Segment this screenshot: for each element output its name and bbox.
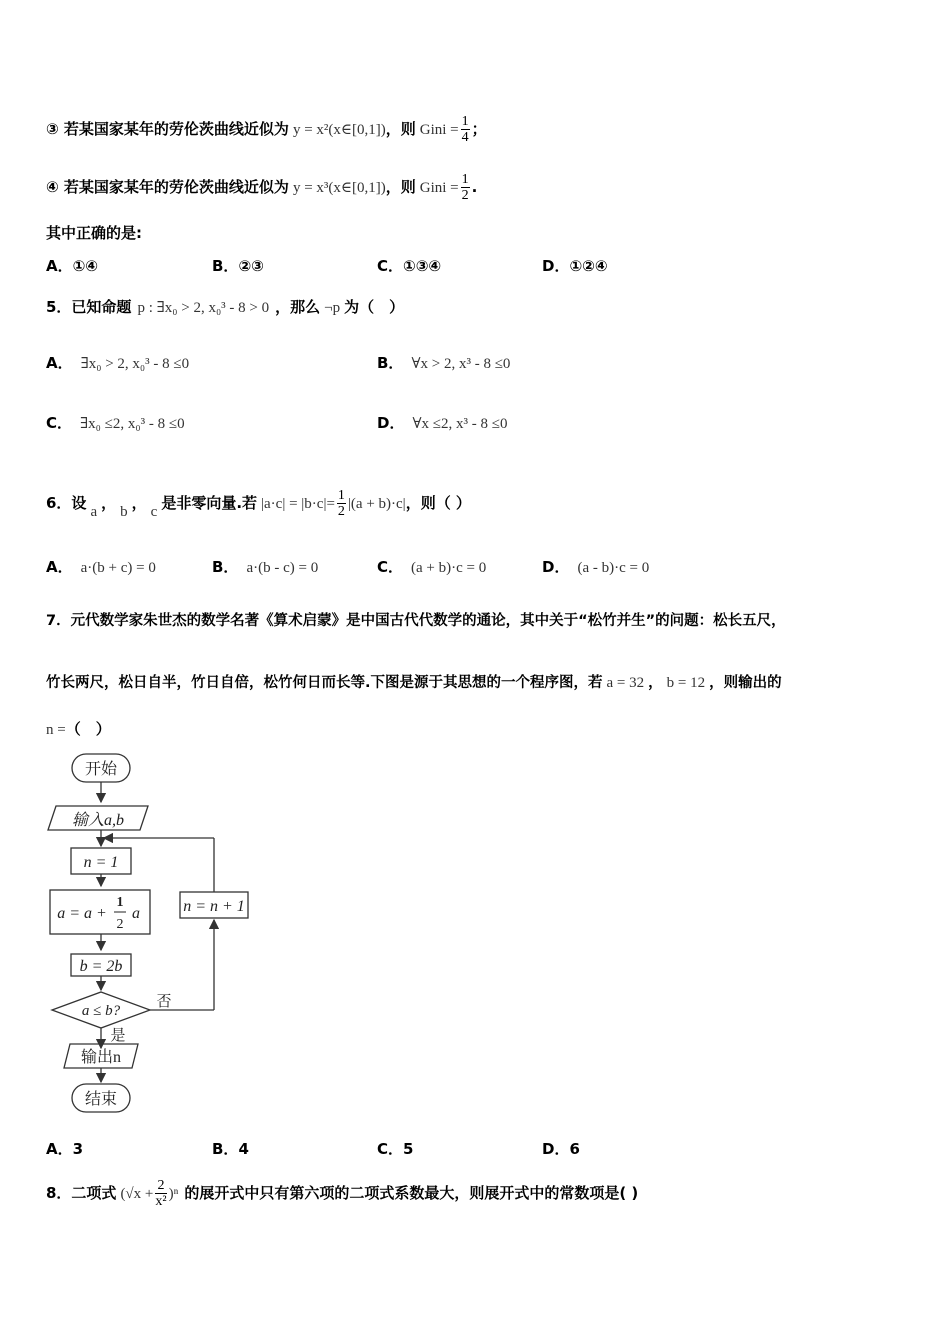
q7-line2b: ，则输出的 <box>709 675 782 691</box>
q5-option-d[interactable] <box>377 412 507 433</box>
option-text: ①②④ <box>569 257 608 275</box>
q7-option-b[interactable] <box>212 1138 249 1159</box>
option-label: A． <box>46 257 73 275</box>
option-label: D． <box>542 257 570 275</box>
option-label: D． <box>377 414 405 432</box>
q4-option-c[interactable] <box>377 255 441 276</box>
option-text: (a + b)·c = 0 <box>411 560 487 576</box>
option-text: ∃x₀ > 2, x₀³ - 8 ≤0 <box>80 356 190 372</box>
q4-item3-gini: Gini = <box>419 122 459 138</box>
q7-b-value: b = 12 <box>666 675 706 691</box>
q6-fraction <box>337 488 346 519</box>
flow-update-a-num: 1 <box>116 895 124 910</box>
flow-update-b-label: b = 2b <box>79 958 123 975</box>
q4-option-b[interactable] <box>212 255 264 276</box>
q8-fraction <box>155 1178 166 1209</box>
flow-update-a-rhs: a <box>132 905 140 922</box>
option-label: A． <box>46 1140 73 1158</box>
q4-item3-then: ，则 <box>385 120 416 138</box>
flow-no-label: 否 <box>156 994 172 1010</box>
q6-vec-a: a <box>90 504 98 520</box>
q8-expr-open: (√x + <box>120 1186 154 1202</box>
q7-a-value: a = 32 <box>606 675 645 691</box>
q7-flowchart <box>40 748 280 1120</box>
q7-line2 <box>46 671 782 692</box>
flow-incr-label: n = n + 1 <box>183 898 245 915</box>
option-label: B． <box>212 1140 239 1158</box>
q4-item4-then: ，则 <box>385 178 416 196</box>
q6-option-a[interactable] <box>46 556 156 577</box>
option-text: ①③④ <box>403 257 442 275</box>
q6-frac-den: 2 <box>337 504 345 519</box>
option-label: A． <box>46 558 73 576</box>
q6-condition-right: |(a + b)·c| <box>347 496 406 512</box>
option-label: C． <box>377 257 404 275</box>
q4-item3-text: ③ 若某国家某年的劳伦茨曲线近似为 <box>46 120 289 138</box>
q4-item4-gini: Gini = <box>419 180 459 196</box>
q7-line1: 7．元代数学家朱世杰的数学名著《算术启蒙》是中国古代代数学的通论，其中关于“松竹并生”的问题：松长五尺， <box>46 613 786 629</box>
q6-vec-b: b <box>120 504 128 520</box>
q4-item4-end: . <box>471 178 478 196</box>
flow-init-label: n = 1 <box>83 854 119 871</box>
q5-stem-a: 5．已知命题 <box>46 298 132 316</box>
q8-frac-den: x² <box>155 1194 167 1209</box>
q4-item4-num: 1 <box>461 172 469 187</box>
option-label: C． <box>46 414 73 432</box>
option-label: D． <box>542 1140 570 1158</box>
flow-update-a-den: 2 <box>116 917 124 932</box>
q4-item3-num: 1 <box>461 114 469 129</box>
q7-option-a[interactable] <box>46 1138 83 1159</box>
q8-stem <box>46 1178 638 1209</box>
option-text: ①④ <box>72 257 99 275</box>
q6-option-b[interactable] <box>212 556 318 577</box>
q4-item3 <box>46 114 487 145</box>
q4-option-a[interactable] <box>46 255 98 276</box>
q6-option-c[interactable] <box>377 556 486 577</box>
q4-item3-den: 4 <box>461 130 469 145</box>
option-text: 4 <box>238 1140 249 1158</box>
flow-output-label: 输出n <box>80 1049 122 1066</box>
flow-end-label: 结束 <box>84 1091 118 1108</box>
q5-option-b[interactable] <box>377 352 510 373</box>
q6-stem-a: 6．设 <box>46 494 87 512</box>
q6-stem: 6．设 a ， b ， c 是非零向量.若 |a·c| = |b·c|= $\frac{1}{2}$ |(a + b)·c|，则（ ） <box>46 488 471 520</box>
option-text: a·(b + c) = 0 <box>80 560 156 576</box>
q4-item4-formula: y = x³(x∈[0,1]) <box>292 180 386 196</box>
option-text: ∀x ≤2, x³ - 8 ≤0 <box>412 416 508 432</box>
q7-n-var: n = <box>46 722 66 738</box>
option-label: A． <box>46 354 73 372</box>
option-label: B． <box>212 558 239 576</box>
q8-stem-b: 的展开式中只有第六项的二项式系数最大，则展开式中的常数项是( ) <box>184 1184 639 1202</box>
q5-neg-p: ¬p <box>324 300 341 316</box>
option-text: (a - b)·c = 0 <box>577 560 650 576</box>
q6-stem-c: ，则（ ） <box>405 494 471 512</box>
q5-stem <box>46 296 404 317</box>
flow-start-label: 开始 <box>84 761 118 778</box>
q4-item3-end: ； <box>471 120 487 138</box>
q4-prompt: 其中正确的是: <box>46 224 142 242</box>
flow-condition-label: a ≤ b? <box>81 1003 121 1019</box>
q8-stem-a: 8．二项式 <box>46 1184 117 1202</box>
option-label: C． <box>377 1140 404 1158</box>
q7-option-d[interactable] <box>542 1138 580 1159</box>
q7-line2a: 竹长两尺，松日自半，竹日自倍，松竹何日而长等.下图是源于其思想的一个程序图，若 <box>46 675 603 691</box>
q6-vec-c: c <box>150 504 158 520</box>
option-text: ②③ <box>238 257 264 275</box>
option-label: C． <box>377 558 404 576</box>
q7-option-c[interactable] <box>377 1138 413 1159</box>
option-label: B． <box>377 354 404 372</box>
q6-stem-b: 是非零向量.若 <box>161 494 258 512</box>
flow-input-label: 输入a,b <box>71 812 125 829</box>
option-text: 5 <box>403 1140 414 1158</box>
option-text: 3 <box>72 1140 84 1158</box>
q6-condition-eq: = <box>326 496 335 512</box>
q4-item3-fraction <box>461 114 470 145</box>
q7-line3 <box>46 718 111 739</box>
q5-option-a[interactable] <box>46 352 189 373</box>
q4-item3-formula: y = x²(x∈[0,1]) <box>292 122 386 138</box>
option-text: ∀x > 2, x³ - 8 ≤0 <box>411 356 511 372</box>
q4-item4-text: ④ 若某国家某年的劳伦茨曲线近似为 <box>46 178 289 196</box>
q6-frac-num: 1 <box>337 488 345 503</box>
q8-expr-close: )ⁿ <box>168 1186 179 1202</box>
option-label: B． <box>212 257 239 275</box>
q7-paren: （ ） <box>65 720 111 738</box>
option-text: ∃x₀ ≤2, x₀³ - 8 ≤0 <box>80 416 185 432</box>
q4-item4 <box>46 172 477 203</box>
option-text: 6 <box>569 1140 580 1158</box>
q6-condition-left: |a·c| = |b·c| <box>261 496 327 512</box>
option-text: a·(b - c) = 0 <box>246 560 319 576</box>
q4-item4-den: 2 <box>461 188 469 203</box>
q6-option-d[interactable] <box>542 556 649 577</box>
q5-formula: p : ∃x₀ > 2, x₀³ - 8 > 0 <box>137 300 270 316</box>
q4-item4-fraction <box>461 172 470 203</box>
option-label: D． <box>542 558 570 576</box>
q5-option-c[interactable] <box>46 412 185 433</box>
q4-option-d[interactable] <box>542 255 608 276</box>
q5-stem-b: ，那么 <box>275 298 321 316</box>
q5-stem-c: 为（ ） <box>344 298 405 316</box>
q8-frac-num: 2 <box>155 1178 166 1194</box>
flow-yes-label: 是 <box>110 1028 126 1044</box>
q7-comma: ， <box>648 675 663 691</box>
flow-update-a-lhs: a = a + <box>57 905 107 922</box>
